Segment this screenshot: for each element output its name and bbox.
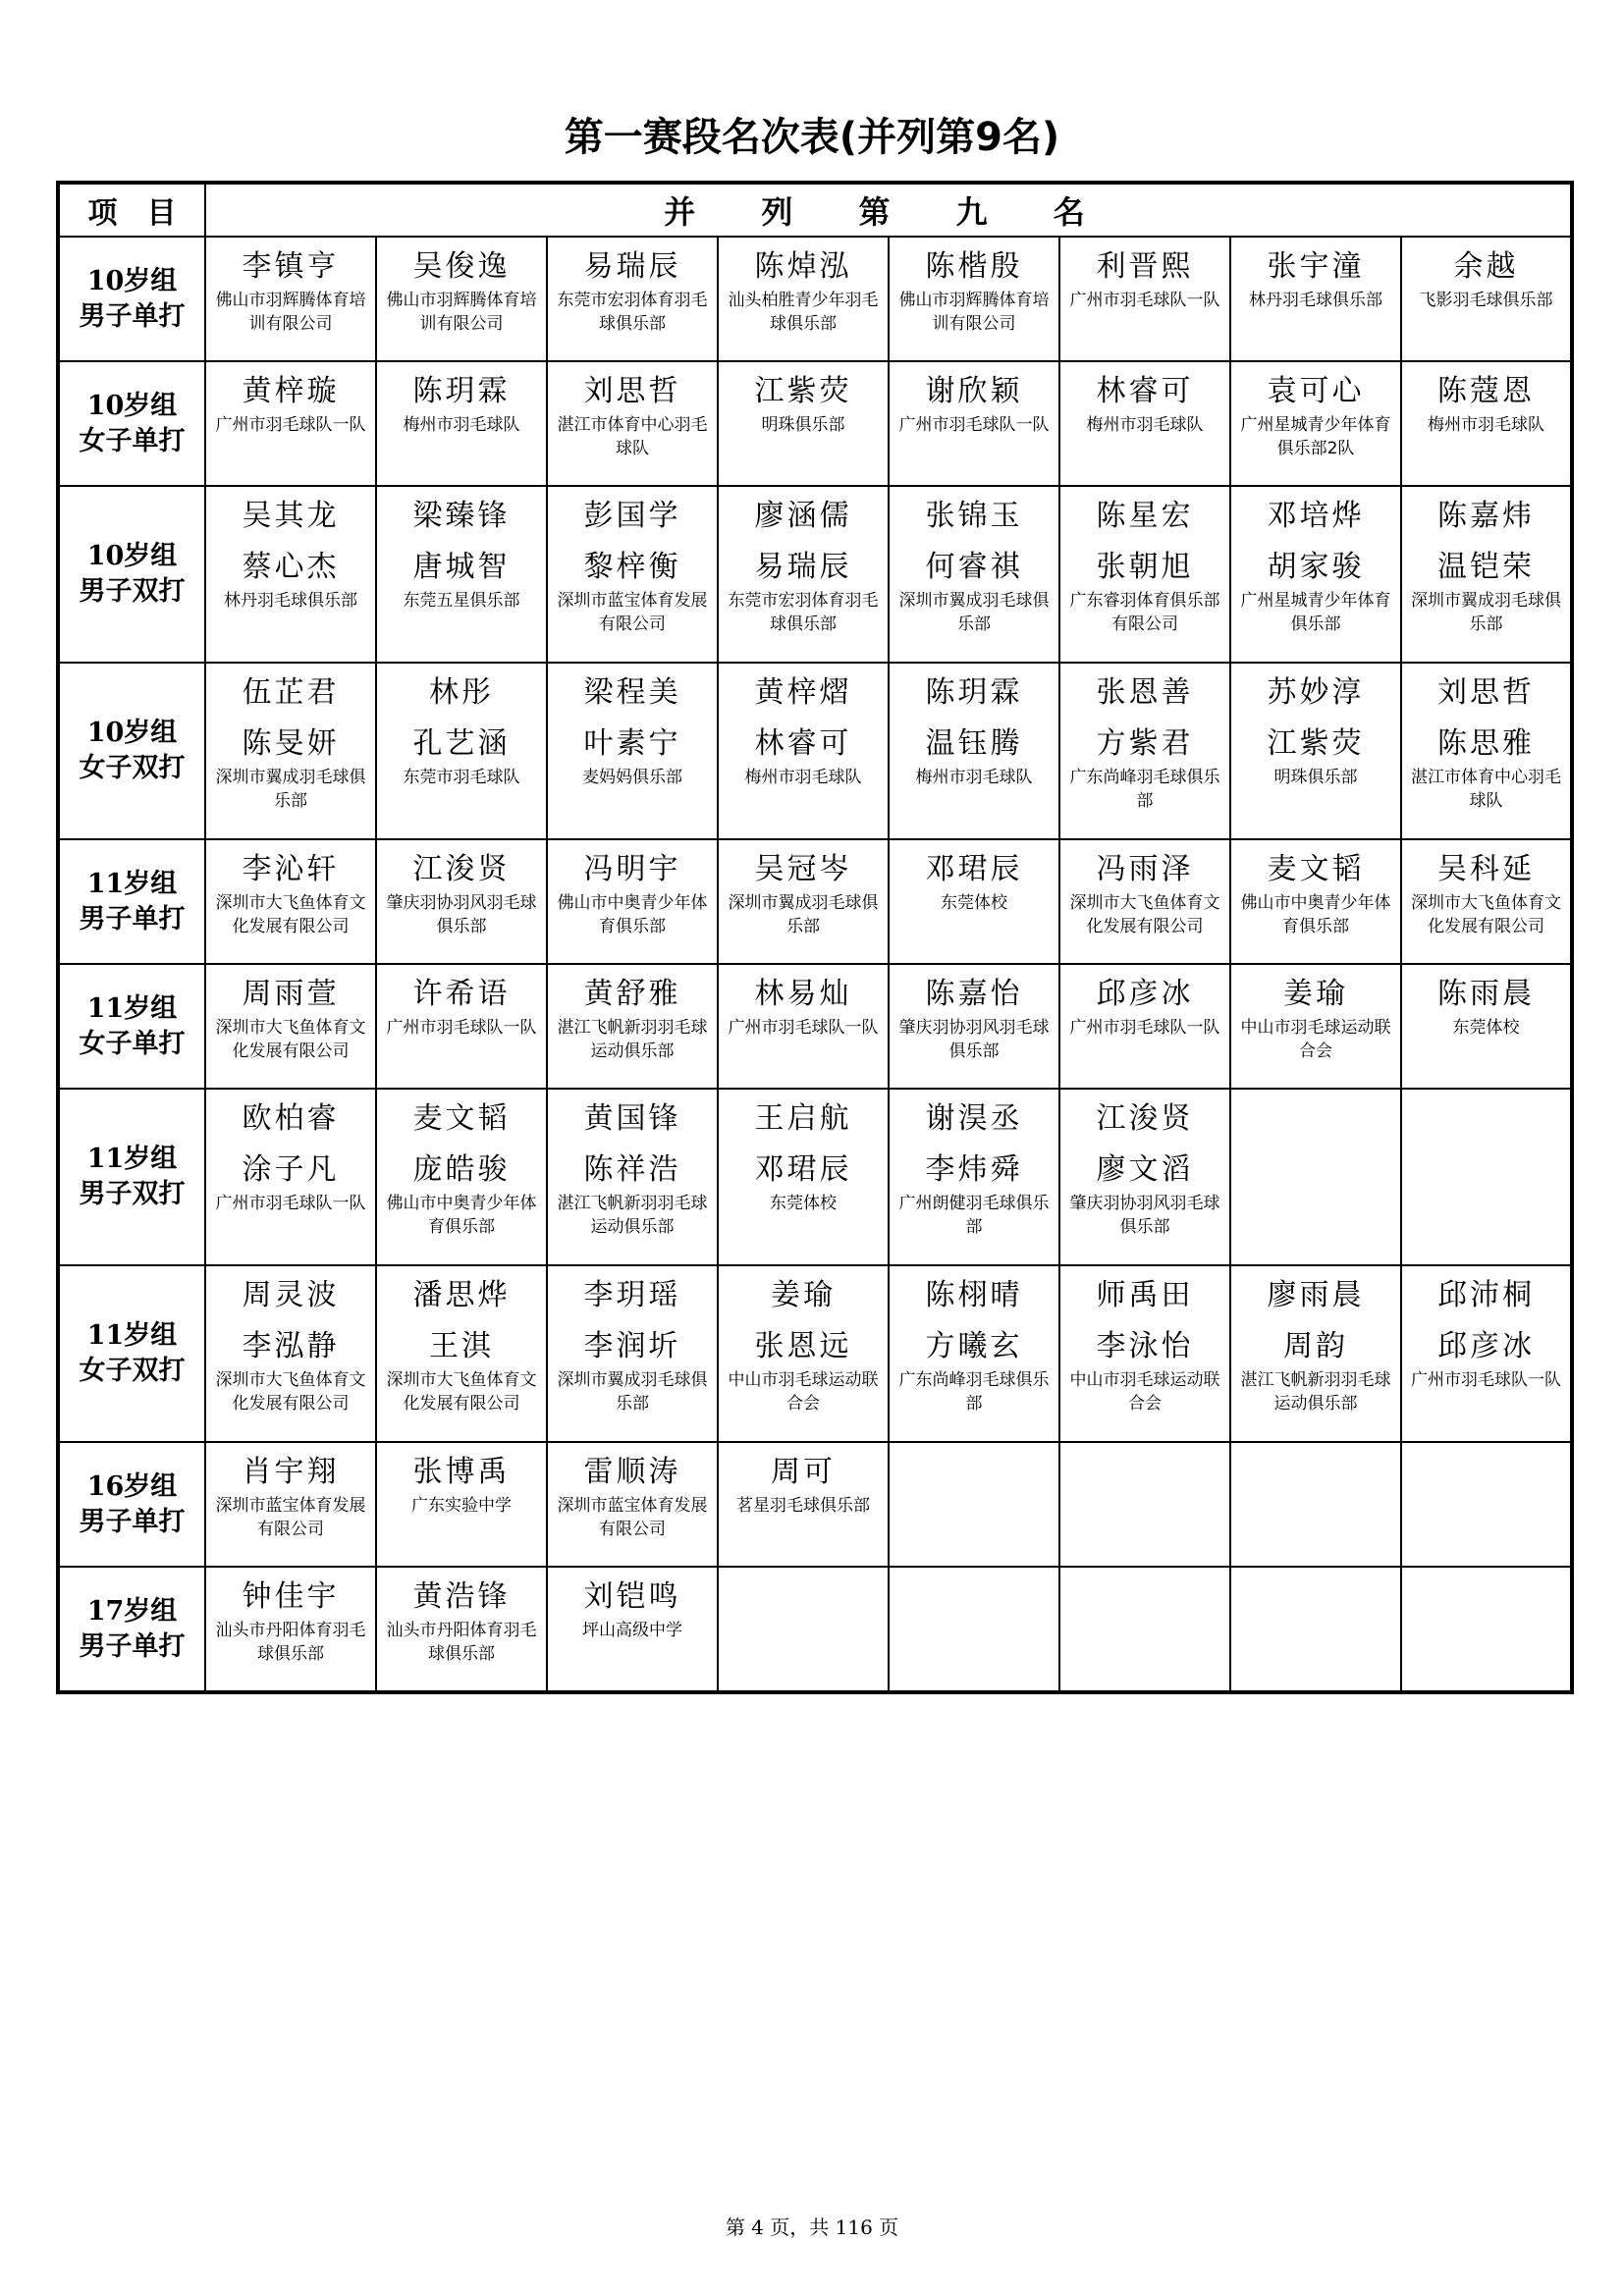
player-club: 佛山市中奥青少年体育俱乐部: [1240, 893, 1391, 936]
player-club: 茗星羽毛球俱乐部: [736, 1496, 870, 1516]
player-name: 麦文韬: [1267, 852, 1365, 886]
player-name: 胡家骏: [1267, 550, 1365, 584]
player-name: 邱沛桐: [1437, 1278, 1535, 1312]
player-name: 邓珺辰: [754, 1152, 852, 1187]
player-cell: [718, 1265, 889, 1442]
player-name: 雷顺涛: [583, 1455, 681, 1489]
player-club: 明珠俱乐部: [761, 415, 845, 435]
player-cell: [889, 964, 1059, 1089]
player-club: 广州星城青少年体育俱乐部2队: [1240, 415, 1391, 458]
player-club: 佛山市羽辉腾体育培训有限公司: [386, 291, 537, 334]
player-club: 东莞体校: [770, 1194, 837, 1213]
player-cell: [205, 964, 376, 1089]
player-cell: [718, 1567, 889, 1692]
player-cell: [1059, 839, 1230, 964]
player-name: 方曦玄: [925, 1329, 1023, 1363]
event-age-group: 16岁组: [86, 1470, 178, 1502]
player-club: 广东睿羽体育俱乐部有限公司: [1069, 591, 1220, 634]
player-name: 周可: [771, 1455, 836, 1489]
event-cell: [58, 1442, 205, 1567]
player-name: 庞皓骏: [412, 1152, 511, 1187]
event-age-group: 11岁组: [86, 1320, 178, 1351]
player-name: 袁可心: [1267, 374, 1365, 408]
event-cell: [58, 964, 205, 1089]
player-club: 深圳市大飞鱼体育文化发展有限公司: [386, 1370, 537, 1414]
player-name: 陈玥霖: [925, 675, 1023, 710]
player-cell: [376, 1089, 547, 1265]
player-club: 明珠俱乐部: [1273, 768, 1358, 787]
player-name: 唐城智: [412, 550, 511, 584]
player-cell: [376, 1265, 547, 1442]
event-cell: [58, 237, 205, 361]
event-discipline: 男子单打: [79, 903, 186, 934]
event-cell: [58, 361, 205, 486]
player-cell: [547, 1265, 718, 1442]
player-name: 张恩善: [1096, 675, 1194, 710]
player-club: 广州朗健羽毛球俱乐部: [898, 1194, 1050, 1237]
player-name: 易瑞辰: [583, 249, 681, 284]
player-cell: [1230, 1567, 1401, 1692]
table-row: [58, 486, 1572, 663]
player-name: 潘思烨: [412, 1278, 511, 1312]
player-cell: [1059, 361, 1230, 486]
player-cell: [889, 486, 1059, 663]
player-cell: [547, 663, 718, 839]
player-cell: [1230, 361, 1401, 486]
player-cell: [889, 1265, 1059, 1442]
player-name: 梁臻锋: [412, 499, 511, 533]
player-club: 广州市羽毛球队一队: [1069, 1018, 1220, 1038]
player-club: 肇庆羽协羽风羽毛球俱乐部: [1069, 1194, 1220, 1237]
event-age-group: 10岁组: [86, 390, 178, 421]
player-name: 李泳怡: [1096, 1329, 1194, 1363]
player-cell: [718, 486, 889, 663]
player-club: 广东尚峰羽毛球俱乐部: [1069, 768, 1220, 811]
player-name: 张锦玉: [925, 499, 1023, 533]
player-name: 李玥瑶: [583, 1278, 681, 1312]
player-cell: [1230, 964, 1401, 1089]
player-name: 师禹田: [1096, 1278, 1194, 1312]
player-name: 林易灿: [754, 977, 852, 1011]
event-cell: [58, 486, 205, 663]
player-club: 深圳市翼成羽毛球俱乐部: [728, 893, 879, 936]
player-name: 李泓静: [242, 1329, 340, 1363]
table-row: [58, 1442, 1572, 1567]
player-cell: [547, 1442, 718, 1567]
table-row: [58, 839, 1572, 964]
player-club: 梅州市羽毛球队: [1086, 415, 1204, 435]
player-name: 姜瑜: [771, 1278, 836, 1312]
player-cell: [889, 1442, 1059, 1567]
player-name: 方紫君: [1096, 726, 1194, 761]
player-name: 周雨萱: [242, 977, 340, 1011]
player-club: 中山市羽毛球运动联合会: [728, 1370, 879, 1414]
player-cell: [889, 361, 1059, 486]
page-footer: 第 4 页，共 116 页: [725, 2216, 899, 2239]
player-name: 李炜舜: [925, 1152, 1023, 1187]
player-name: 邓珺辰: [925, 852, 1023, 886]
player-cell: [1059, 237, 1230, 361]
player-name: 周韵: [1283, 1329, 1348, 1363]
player-name: 吴其龙: [242, 499, 340, 533]
event-cell: [58, 839, 205, 964]
player-name: 伍芷君: [242, 675, 340, 710]
player-cell: [547, 237, 718, 361]
player-club: 中山市羽毛球运动联合会: [1069, 1370, 1220, 1414]
player-name: 陈星宏: [1096, 499, 1194, 533]
player-cell: [1401, 1265, 1572, 1442]
player-name: 梁程美: [583, 675, 681, 710]
player-cell: [376, 361, 547, 486]
player-name: 陈玥霖: [412, 374, 511, 408]
player-club: 湛江飞帆新羽羽毛球运动俱乐部: [1240, 1370, 1391, 1414]
player-name: 陈焯泓: [754, 249, 852, 284]
player-name: 李沁轩: [242, 852, 340, 886]
player-name: 廖雨晨: [1267, 1278, 1365, 1312]
event-cell: [58, 1089, 205, 1265]
player-name: 廖涵儒: [754, 499, 852, 533]
player-club: 梅州市羽毛球队: [744, 768, 862, 787]
player-name: 余越: [1453, 249, 1519, 284]
table-row: [58, 1265, 1572, 1442]
player-cell: [205, 1265, 376, 1442]
player-name: 陈旻妍: [242, 726, 340, 761]
player-club: 汕头市丹阳体育羽毛球俱乐部: [386, 1621, 537, 1664]
player-club: 东莞市羽毛球队: [403, 768, 520, 787]
player-cell: [1230, 1442, 1401, 1567]
player-cell: [1230, 486, 1401, 663]
player-name: 姜瑜: [1283, 977, 1348, 1011]
event-age-group: 11岁组: [86, 992, 178, 1024]
table-row: [58, 237, 1572, 361]
player-name: 林睿可: [1096, 374, 1194, 408]
player-cell: [547, 361, 718, 486]
player-name: 谢淏丞: [925, 1101, 1023, 1136]
player-cell: [889, 1089, 1059, 1265]
event-cell: [58, 663, 205, 839]
player-club: 梅州市羽毛球队: [915, 768, 1033, 787]
player-cell: [547, 486, 718, 663]
player-name: 江浚贤: [412, 852, 511, 886]
player-club: 深圳市大飞鱼体育文化发展有限公司: [215, 1018, 366, 1061]
player-cell: [1401, 1089, 1572, 1265]
player-club: 梅州市羽毛球队: [1428, 415, 1544, 435]
player-cell: [547, 1089, 718, 1265]
player-name: 廖文滔: [1096, 1152, 1194, 1187]
player-name: 陈嘉炜: [1437, 499, 1535, 533]
player-name: 江浚贤: [1096, 1101, 1194, 1136]
header-event: 项 目: [58, 183, 205, 237]
player-name: 刘铠鸣: [583, 1579, 681, 1614]
player-name: 王启航: [754, 1101, 852, 1136]
player-name: 冯明宇: [583, 852, 681, 886]
player-club: 麦妈妈俱乐部: [582, 768, 682, 787]
player-cell: [376, 1442, 547, 1567]
player-club: 深圳市大飞鱼体育文化发展有限公司: [1411, 893, 1561, 936]
player-cell: [205, 237, 376, 361]
player-cell: [205, 361, 376, 486]
player-cell: [718, 1442, 889, 1567]
player-cell: [205, 1442, 376, 1567]
player-name: 刘思哲: [583, 374, 681, 408]
player-club: 深圳市翼成羽毛球俱乐部: [557, 1370, 708, 1414]
event-age-group: 10岁组: [86, 541, 178, 571]
player-club: 广州市羽毛球队一队: [215, 1194, 366, 1213]
player-name: 陈雨晨: [1437, 977, 1535, 1011]
player-club: 东莞五星俱乐部: [403, 591, 520, 611]
player-name: 吴俊逸: [412, 249, 511, 284]
player-club: 东莞体校: [941, 893, 1007, 913]
player-name: 张恩远: [754, 1329, 852, 1363]
player-cell: [1401, 237, 1572, 361]
event-age-group: 10岁组: [86, 265, 178, 296]
player-name: 林睿可: [754, 726, 852, 761]
player-cell: [376, 1567, 547, 1692]
player-name: 黄浩锋: [412, 1579, 511, 1614]
player-club: 佛山市中奥青少年体育俱乐部: [386, 1194, 537, 1237]
player-cell: [547, 839, 718, 964]
player-name: 麦文韬: [412, 1101, 511, 1136]
player-club: 林丹羽毛球俱乐部: [224, 591, 357, 611]
player-cell: [1401, 1567, 1572, 1692]
player-name: 黄国锋: [583, 1101, 681, 1136]
player-club: 广州市羽毛球队一队: [898, 415, 1050, 435]
player-name: 黄梓熠: [754, 675, 852, 710]
player-name: 许希语: [412, 977, 511, 1011]
header-rank: 并 列 第 九 名: [205, 183, 1572, 237]
event-discipline: 女子单打: [79, 1028, 186, 1059]
event-discipline: 男子单打: [79, 1630, 186, 1662]
player-club: 梅州市羽毛球队: [403, 415, 520, 435]
player-cell: [1059, 1442, 1230, 1567]
player-club: 东莞市宏羽体育羽毛球俱乐部: [728, 591, 879, 634]
player-club: 深圳市蓝宝体育发展有限公司: [557, 1496, 708, 1539]
event-discipline: 男子单打: [79, 300, 186, 332]
player-name: 彭国学: [583, 499, 681, 533]
player-club: 汕头市丹阳体育羽毛球俱乐部: [215, 1621, 366, 1664]
player-cell: [1059, 1265, 1230, 1442]
player-name: 江紫荧: [754, 374, 852, 408]
player-name: 陈楷殷: [925, 249, 1023, 284]
player-cell: [1230, 839, 1401, 964]
player-name: 苏妙淳: [1267, 675, 1365, 710]
player-club: 湛江飞帆新羽羽毛球运动俱乐部: [557, 1194, 708, 1237]
player-club: 飞影羽毛球俱乐部: [1419, 291, 1553, 310]
player-name: 孔艺涵: [412, 726, 511, 761]
player-name: 利晋熙: [1096, 249, 1194, 284]
ranking-table: [56, 181, 1574, 1694]
player-cell: [1059, 486, 1230, 663]
player-club: 广州市羽毛球队一队: [386, 1018, 537, 1038]
player-club: 中山市羽毛球运动联合会: [1240, 1018, 1391, 1061]
event-discipline: 女子双打: [79, 753, 186, 783]
player-cell: [205, 486, 376, 663]
page-title: 第一赛段名次表(并列第9名): [564, 115, 1060, 160]
player-name: 刘思哲: [1437, 675, 1535, 710]
player-cell: [1401, 361, 1572, 486]
player-name: 温钰腾: [925, 726, 1023, 761]
player-name: 陈栩晴: [925, 1278, 1023, 1312]
player-cell: [205, 1089, 376, 1265]
player-cell: [376, 839, 547, 964]
player-cell: [718, 361, 889, 486]
player-name: 叶素宁: [583, 726, 681, 761]
player-cell: [1059, 1089, 1230, 1265]
player-club: 深圳市蓝宝体育发展有限公司: [215, 1496, 366, 1539]
player-cell: [547, 1567, 718, 1692]
player-cell: [547, 964, 718, 1089]
table-row: [58, 663, 1572, 839]
player-name: 李镇亨: [242, 249, 340, 284]
player-name: 易瑞辰: [754, 550, 852, 584]
player-name: 黄梓璇: [242, 374, 340, 408]
event-cell: [58, 1567, 205, 1692]
player-club: 肇庆羽协羽风羽毛球俱乐部: [898, 1018, 1050, 1061]
table-row: [58, 361, 1572, 486]
table-header-row: [58, 183, 1572, 237]
table-row: [58, 1567, 1572, 1692]
event-discipline: 男子单打: [79, 1506, 186, 1537]
player-cell: [889, 1567, 1059, 1692]
player-club: 广州星城青少年体育俱乐部: [1240, 591, 1391, 634]
player-club: 东莞体校: [1452, 1018, 1520, 1038]
player-club: 湛江飞帆新羽羽毛球运动俱乐部: [557, 1018, 708, 1061]
player-cell: [718, 839, 889, 964]
player-club: 坪山高级中学: [582, 1621, 682, 1640]
player-name: 何睿祺: [925, 550, 1023, 584]
player-name: 邱彦冰: [1096, 977, 1194, 1011]
player-cell: [1401, 839, 1572, 964]
player-cell: [376, 964, 547, 1089]
player-cell: [1059, 964, 1230, 1089]
player-cell: [1230, 1265, 1401, 1442]
player-name: 蔡心杰: [242, 550, 340, 584]
event-discipline: 女子单打: [79, 425, 186, 456]
player-cell: [1059, 1567, 1230, 1692]
player-name: 涂子凡: [242, 1152, 340, 1187]
player-cell: [205, 663, 376, 839]
player-name: 周灵波: [242, 1278, 340, 1312]
player-club: 深圳市翼成羽毛球俱乐部: [1411, 591, 1561, 634]
player-cell: [205, 839, 376, 964]
event-age-group: 17岁组: [86, 1595, 178, 1627]
player-name: 李润圻: [583, 1329, 681, 1363]
player-name: 温铠荣: [1437, 550, 1535, 584]
player-club: 广州市羽毛球队一队: [215, 415, 366, 435]
event-age-group: 11岁组: [86, 1144, 178, 1174]
player-cell: [1230, 237, 1401, 361]
player-club: 深圳市翼成羽毛球俱乐部: [215, 768, 366, 811]
player-club: 广东实验中学: [411, 1496, 512, 1516]
player-name: 王淇: [429, 1329, 494, 1363]
player-cell: [1230, 1089, 1401, 1265]
player-club: 佛山市中奥青少年体育俱乐部: [557, 893, 708, 936]
player-cell: [718, 1089, 889, 1265]
player-name: 江紫荧: [1267, 726, 1365, 761]
event-discipline: 女子双打: [79, 1356, 186, 1386]
player-name: 陈祥浩: [583, 1152, 681, 1187]
player-club: 林丹羽毛球俱乐部: [1249, 291, 1382, 310]
player-cell: [376, 663, 547, 839]
player-club: 深圳市大飞鱼体育文化发展有限公司: [1069, 893, 1220, 936]
player-cell: [718, 964, 889, 1089]
player-name: 张朝旭: [1096, 550, 1194, 584]
player-club: 东莞市宏羽体育羽毛球俱乐部: [557, 291, 708, 334]
event-cell: [58, 1265, 205, 1442]
player-name: 陈嘉怡: [925, 977, 1023, 1011]
player-name: 张博禹: [412, 1455, 511, 1489]
player-cell: [1401, 663, 1572, 839]
player-club: 深圳市大飞鱼体育文化发展有限公司: [215, 893, 366, 936]
player-cell: [718, 663, 889, 839]
player-name: 钟佳宇: [242, 1579, 340, 1614]
table-row: [58, 1089, 1572, 1265]
player-club: 湛江市体育中心羽毛球队: [557, 415, 708, 458]
player-cell: [205, 1567, 376, 1692]
player-name: 黎梓衡: [583, 550, 681, 584]
event-discipline: 男子双打: [79, 576, 186, 607]
player-club: 深圳市翼成羽毛球俱乐部: [898, 591, 1050, 634]
player-name: 邓培烨: [1267, 499, 1365, 533]
player-club: 湛江市体育中心羽毛球队: [1411, 768, 1561, 811]
player-cell: [1401, 486, 1572, 663]
player-name: 邱彦冰: [1437, 1329, 1535, 1363]
player-name: 吴冠岑: [754, 852, 852, 886]
player-cell: [1230, 663, 1401, 839]
event-age-group: 11岁组: [86, 868, 178, 899]
player-club: 广东尚峰羽毛球俱乐部: [898, 1370, 1050, 1414]
player-name: 陈思雅: [1437, 726, 1535, 761]
player-cell: [1401, 1442, 1572, 1567]
player-name: 黄舒雅: [583, 977, 681, 1011]
player-name: 吴科延: [1437, 852, 1535, 886]
player-cell: [1401, 964, 1572, 1089]
player-name: 张宇潼: [1267, 249, 1365, 284]
player-club: 佛山市羽辉腾体育培训有限公司: [898, 291, 1050, 334]
player-club: 汕头柏胜青少年羽毛球俱乐部: [728, 291, 879, 334]
player-club: 深圳市大飞鱼体育文化发展有限公司: [215, 1370, 366, 1414]
player-club: 佛山市羽辉腾体育培训有限公司: [215, 291, 366, 334]
player-cell: [889, 663, 1059, 839]
player-cell: [1059, 663, 1230, 839]
player-club: 广州市羽毛球队一队: [1069, 291, 1220, 310]
player-cell: [889, 839, 1059, 964]
table-row: [58, 964, 1572, 1089]
event-age-group: 10岁组: [86, 718, 178, 748]
player-club: 广州市羽毛球队一队: [1411, 1370, 1561, 1390]
player-name: 林彤: [429, 675, 494, 710]
player-cell: [718, 237, 889, 361]
player-cell: [376, 486, 547, 663]
player-name: 谢欣颖: [925, 374, 1023, 408]
player-name: 冯雨泽: [1096, 852, 1194, 886]
player-club: 肇庆羽协羽风羽毛球俱乐部: [386, 893, 537, 936]
player-club: 广州市羽毛球队一队: [728, 1018, 879, 1038]
player-name: 陈蔻恩: [1437, 374, 1535, 408]
player-name: 肖宇翔: [242, 1455, 340, 1489]
player-cell: [376, 237, 547, 361]
player-cell: [889, 237, 1059, 361]
event-discipline: 男子双打: [79, 1179, 186, 1209]
player-club: 深圳市蓝宝体育发展有限公司: [557, 591, 708, 634]
player-name: 欧柏睿: [242, 1101, 340, 1136]
